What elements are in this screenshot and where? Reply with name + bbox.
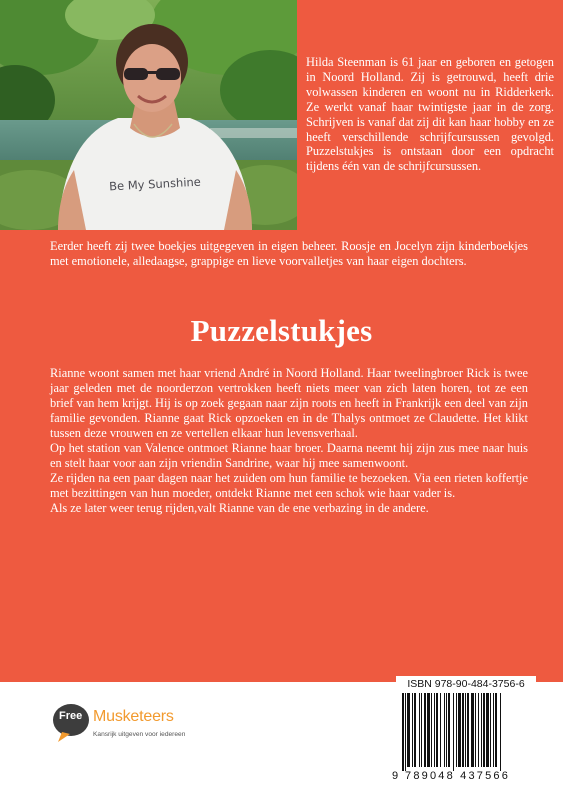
author-bio: Hilda Steenman is 61 jaar en geboren en getogen in Noord Holland. Zij is getrouwd, heeft drie volwassen kinderen en woont nu in Ridderkerk. Ze werkt vanaf haar twintigste jaar in de zorg. Schrijven is vanaf dat zij dit kan haar hobby en ze heeft verschillende schrijfcursussen gevolgd. Puzzelstukjes is ontstaan door een opdracht tijdens één van de schrijfcursussen. [306,55,554,174]
logo-tagline: Kansrijk uitgeven voor iedereen [93,731,186,738]
barcode-bar [436,693,438,767]
barcode-bar [465,693,466,767]
barcode-bar [446,693,447,767]
barcode-bar [478,693,479,767]
logo-free-text: Free [59,710,83,722]
barcode-bar [500,693,501,771]
shirt-text: Be My Sunshine [108,174,202,194]
barcode-bar [458,693,461,767]
barcode-bar [481,693,482,767]
barcode-bar [448,693,450,767]
barcode-number: 789048 437566 [405,770,511,782]
logo-name-text: Musketeers [93,708,174,725]
barcode-bar [456,693,457,767]
barcode-bar [402,693,404,771]
barcode-bar [453,693,454,771]
synopsis-paragraph: Als ze later weer terug rijden,valt Rianne van de ene verbazing in de andere. [50,500,429,515]
barcode-bar [462,693,464,767]
barcode-bar [427,693,430,767]
barcode-bar [444,693,445,767]
book-synopsis [50,366,528,516]
author-photo [0,0,297,230]
barcode-first-digit: 9 [392,770,399,782]
barcode-bar [421,693,422,767]
barcode-bar [434,693,435,767]
barcode-bar [475,693,476,767]
isbn-barcode [392,676,536,786]
speech-bubble-icon [52,703,90,743]
barcode-bar [407,693,410,767]
synopsis-paragraph: Rianne woont samen met haar vriend André in Noord Holland. Haar tweelingbroer Rick is twee jaar geleden met de noorderzon vertrokken heeft niets meer van zich laten horen, tot ze een brief van hem krijgt. Hij is op zoek gegaan naar zijn roots en heeft in Frankrijk een deel van zijn familie gevonden. Rianne gaat Rick opzoeken en in de Thalys ontmoet ze Claudette. Het klikt tussen deze vrouwen en ze vertellen elkaar hun levensverhaal. [50,366,528,440]
barcode-bar [471,693,474,767]
barcode-bar [440,693,441,767]
barcode-bar [467,693,469,767]
barcode-bar [412,693,413,767]
isbn-label: ISBN 978-90-484-3756-6 [396,676,536,692]
publisher-logo [52,699,202,761]
author-intro: Eerder heeft zij twee boekjes uitgegeven in eigen beheer. Roosje en Jocelyn zijn kinderboekjes met emotionele, alledaagse, grappige en lieve voorvalletjes van haar eigen dochters. [50,239,528,268]
barcode-bar [405,693,406,771]
barcode-bar [414,693,416,767]
synopsis-paragraph: Op het station van Valence ontmoet Rianne haar broer. Daarna neemt hij zijn zus mee naar huis en stelt haar voor aan zijn vriendin Sandrine, waar hij mee samenwoont. [50,440,528,470]
barcode-bar [495,693,497,767]
book-title: Puzzelstukjes [190,313,373,348]
barcode-bar [419,693,420,767]
barcode-bar [486,693,489,767]
barcode-bar [431,693,432,767]
barcode-bar [424,693,426,767]
barcode-bar [483,693,485,767]
synopsis-paragraph: Ze rijden na een paar dagen naar het zuiden om hun familie te bezoeken. Via een rieten koffertje met bezittingen van hun moeder, ontdekt Rianne met een schok wie haar vader is. [50,470,528,500]
barcode-bar [493,693,494,767]
barcode-bar [490,693,491,767]
barcode-bars [402,693,530,771]
